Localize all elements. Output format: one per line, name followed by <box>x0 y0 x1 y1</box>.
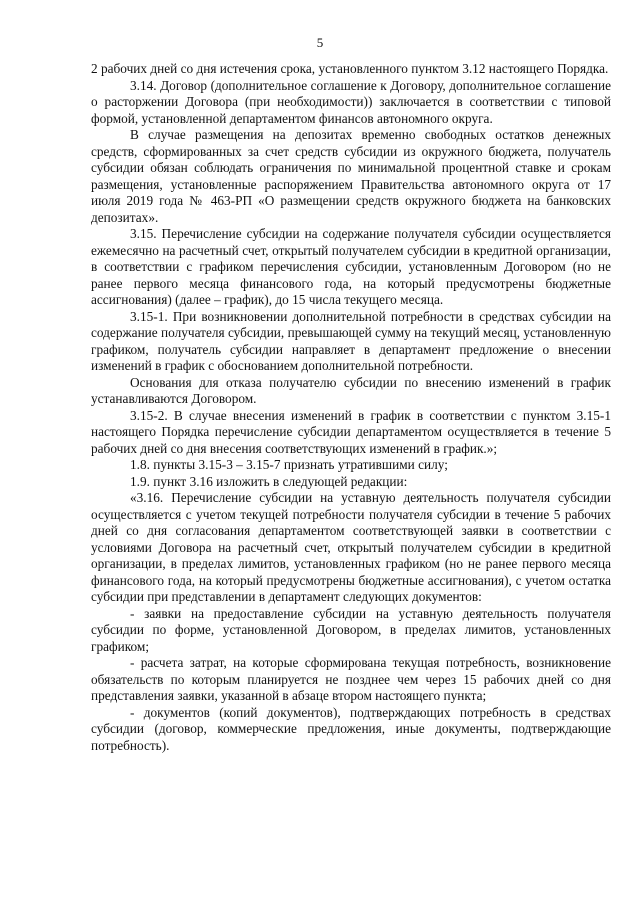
page-number: 5 <box>316 35 324 50</box>
paragraph-continuation: 2 рабочих дней со дня истечения срока, установленного пунктом 3.12 настоящего Порядка. <box>91 61 609 76</box>
paragraph-1-8: 1.8. пункты 3.15-3 – 3.15-7 признать утратившими силу; <box>130 457 448 472</box>
list-item-application: - заявки на предоставление субсидии на уставную деятельность получателя субсидии по форме, установленной Договором, в пределах лимитов, установленных графиком; <box>91 605 611 654</box>
paragraph-3-14: 3.14. Договор (дополнительное соглашение к Договору, дополнительное соглашение о расторжении Договора (при необходимости)) заключается в соответствии с типовой формой, установленной департаментом финансов автономного округа. <box>91 77 611 126</box>
paragraph-3-16: «3.16. Перечисление субсидии на уставную деятельность получателя субсидии осуществляется с учетом текущей потребности получателя субсидии в течение 5 рабочих дней со дня согласования департаментом соответствующей заявки в соответствии с условиями Договора на расчетный счет, открытый получателем субсидии в кредитной организации, в пределах лимитов, установленных графиком (но не ранее первого месяца финансового года, на который предусмотрены бюджетные ассигнования), с учетом остатка субсидии при представлении в департамент следующих документов: <box>91 490 611 604</box>
document-body <box>91 61 611 754</box>
paragraph-3-15-1: 3.15-1. При возникновении дополнительной потребности в средствах субсидии на содержание получателя субсидии, превышающей сумму на текущий месяц, установленную графиком, получатель субсидии направляет в департамент предложение о внесении изменений в график с обоснованием дополнительной потребности. <box>91 308 611 373</box>
paragraph-refusal-grounds: Основания для отказа получателю субсидии по внесению изменений в график устанавливаются Договором. <box>91 374 611 406</box>
list-item-supporting-documents: - документов (копий документов), подтверждающих потребность в средствах субсидии (договор, коммерческие предложения, иные документы, подтверждающие потребность). <box>91 704 611 753</box>
paragraph-3-15-2: 3.15-2. В случае внесения изменений в график в соответствии с пунктом 3.15-1 настоящего Порядка перечисление субсидии департаментом осуществляется в течение 5 рабочих дней со дня внесения соответствующих изменений в график.»; <box>91 407 611 456</box>
paragraph-deposits: В случае размещения на депозитах временно свободных остатков денежных средств, сформированных за счет средств субсидии из окружного бюджета, получатель субсидии обязан соблюдать ограничения по минимальной процентной ставке и срокам размещения, установленные распоряжением Правительства автономного округа от 17 июля 2019 года № 463-РП «О размещении средств окружного бюджета на банковских депозитах». <box>91 127 611 225</box>
paragraph-1-9: 1.9. пункт 3.16 изложить в следующей редакции: <box>130 473 408 489</box>
list-item-cost-calculation: - расчета затрат, на которые сформирована текущая потребность, возникновение обязательств по которым планируется не позднее чем через 15 рабочих дней со дня представления заявки, указанной в абзаце втором настоящего пункта; <box>91 655 611 703</box>
paragraph-3-15: 3.15. Перечисление субсидии на содержание получателя субсидии осуществляется ежемесячно на расчетный счет, открытый получателем субсидии в кредитной организации, в соответствии с графиком перечисления субсидии, установленным Договором (но не ранее первого месяца финансового года, на который предусмотрены бюджетные ассигнования) (далее – график), до 15 числа текущего месяца. <box>91 226 611 307</box>
